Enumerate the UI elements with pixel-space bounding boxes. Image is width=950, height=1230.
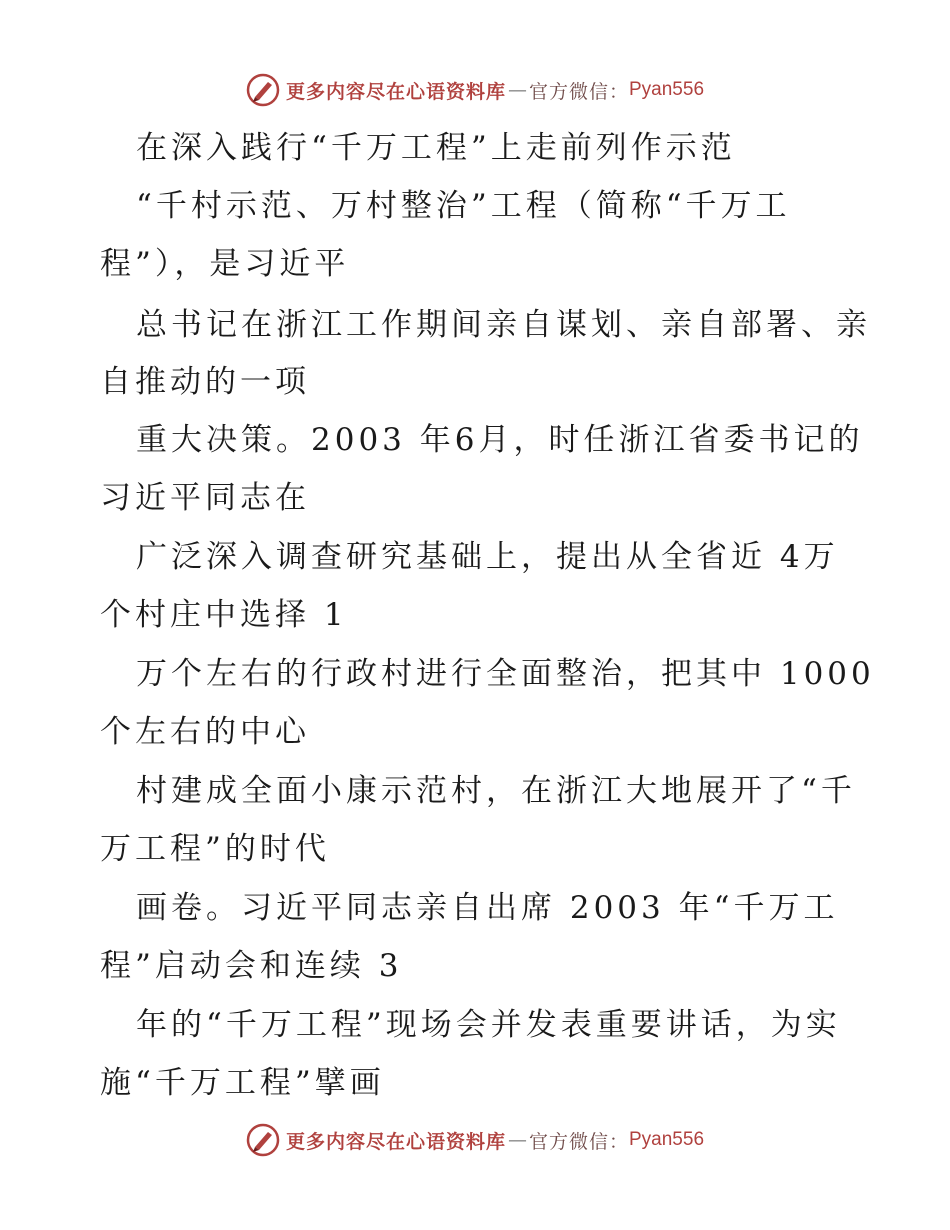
text-line: 程”启动会和连续 3	[100, 948, 403, 984]
watermark-main-text: 更多内容尽在心语资料库	[285, 1130, 506, 1153]
watermark-sub-text: 官方微信：	[528, 1130, 629, 1153]
text-line: 总书记在浙江工作期间亲自谋划、亲自部署、亲	[136, 307, 871, 343]
text-line: 重大决策。2003 年6月，时任浙江省委书记的	[136, 422, 864, 458]
text-line: 个村庄中选择 1	[100, 597, 348, 633]
text-line: 广泛深入调查研究基础上，提出从全省近 4万	[136, 539, 839, 575]
pen-logo-icon	[246, 73, 280, 107]
watermark-dash: —	[507, 1129, 527, 1151]
header-watermark	[0, 70, 950, 110]
text-line: “千村示范、万村整治”工程（简称“千万工	[136, 188, 791, 224]
text-line: 村建成全面小康示范村，在浙江大地展开了“千	[136, 773, 856, 809]
text-line: 习近平同志在	[100, 480, 310, 516]
text-line: 万个左右的行政村进行全面整治，把其中 1000	[136, 656, 875, 692]
text-line: 程”），是习近平	[100, 246, 350, 282]
watermark-wechat-id: Pyan556	[629, 1129, 705, 1150]
text-line: 自推动的一项	[100, 364, 310, 400]
text-line: 万工程”的时代	[100, 831, 330, 867]
text-line: 年的“千万工程”现场会并发表重要讲话，为实	[136, 1007, 841, 1043]
footer-watermark	[0, 1120, 950, 1160]
pen-logo-icon	[246, 1123, 280, 1157]
watermark-dash: —	[507, 79, 527, 101]
text-line: 施“千万工程”擘画	[100, 1065, 385, 1101]
text-line: 个左右的中心	[100, 714, 310, 750]
text-line: 画卷。习近平同志亲自出席 2003 年“千万工	[136, 890, 839, 926]
watermark-wechat-id: Pyan556	[629, 79, 705, 100]
watermark-sub-text: 官方微信：	[528, 80, 629, 103]
watermark-main-text: 更多内容尽在心语资料库	[285, 80, 506, 103]
document-title: 在深入践行“千万工程”上走前列作示范	[136, 130, 736, 166]
